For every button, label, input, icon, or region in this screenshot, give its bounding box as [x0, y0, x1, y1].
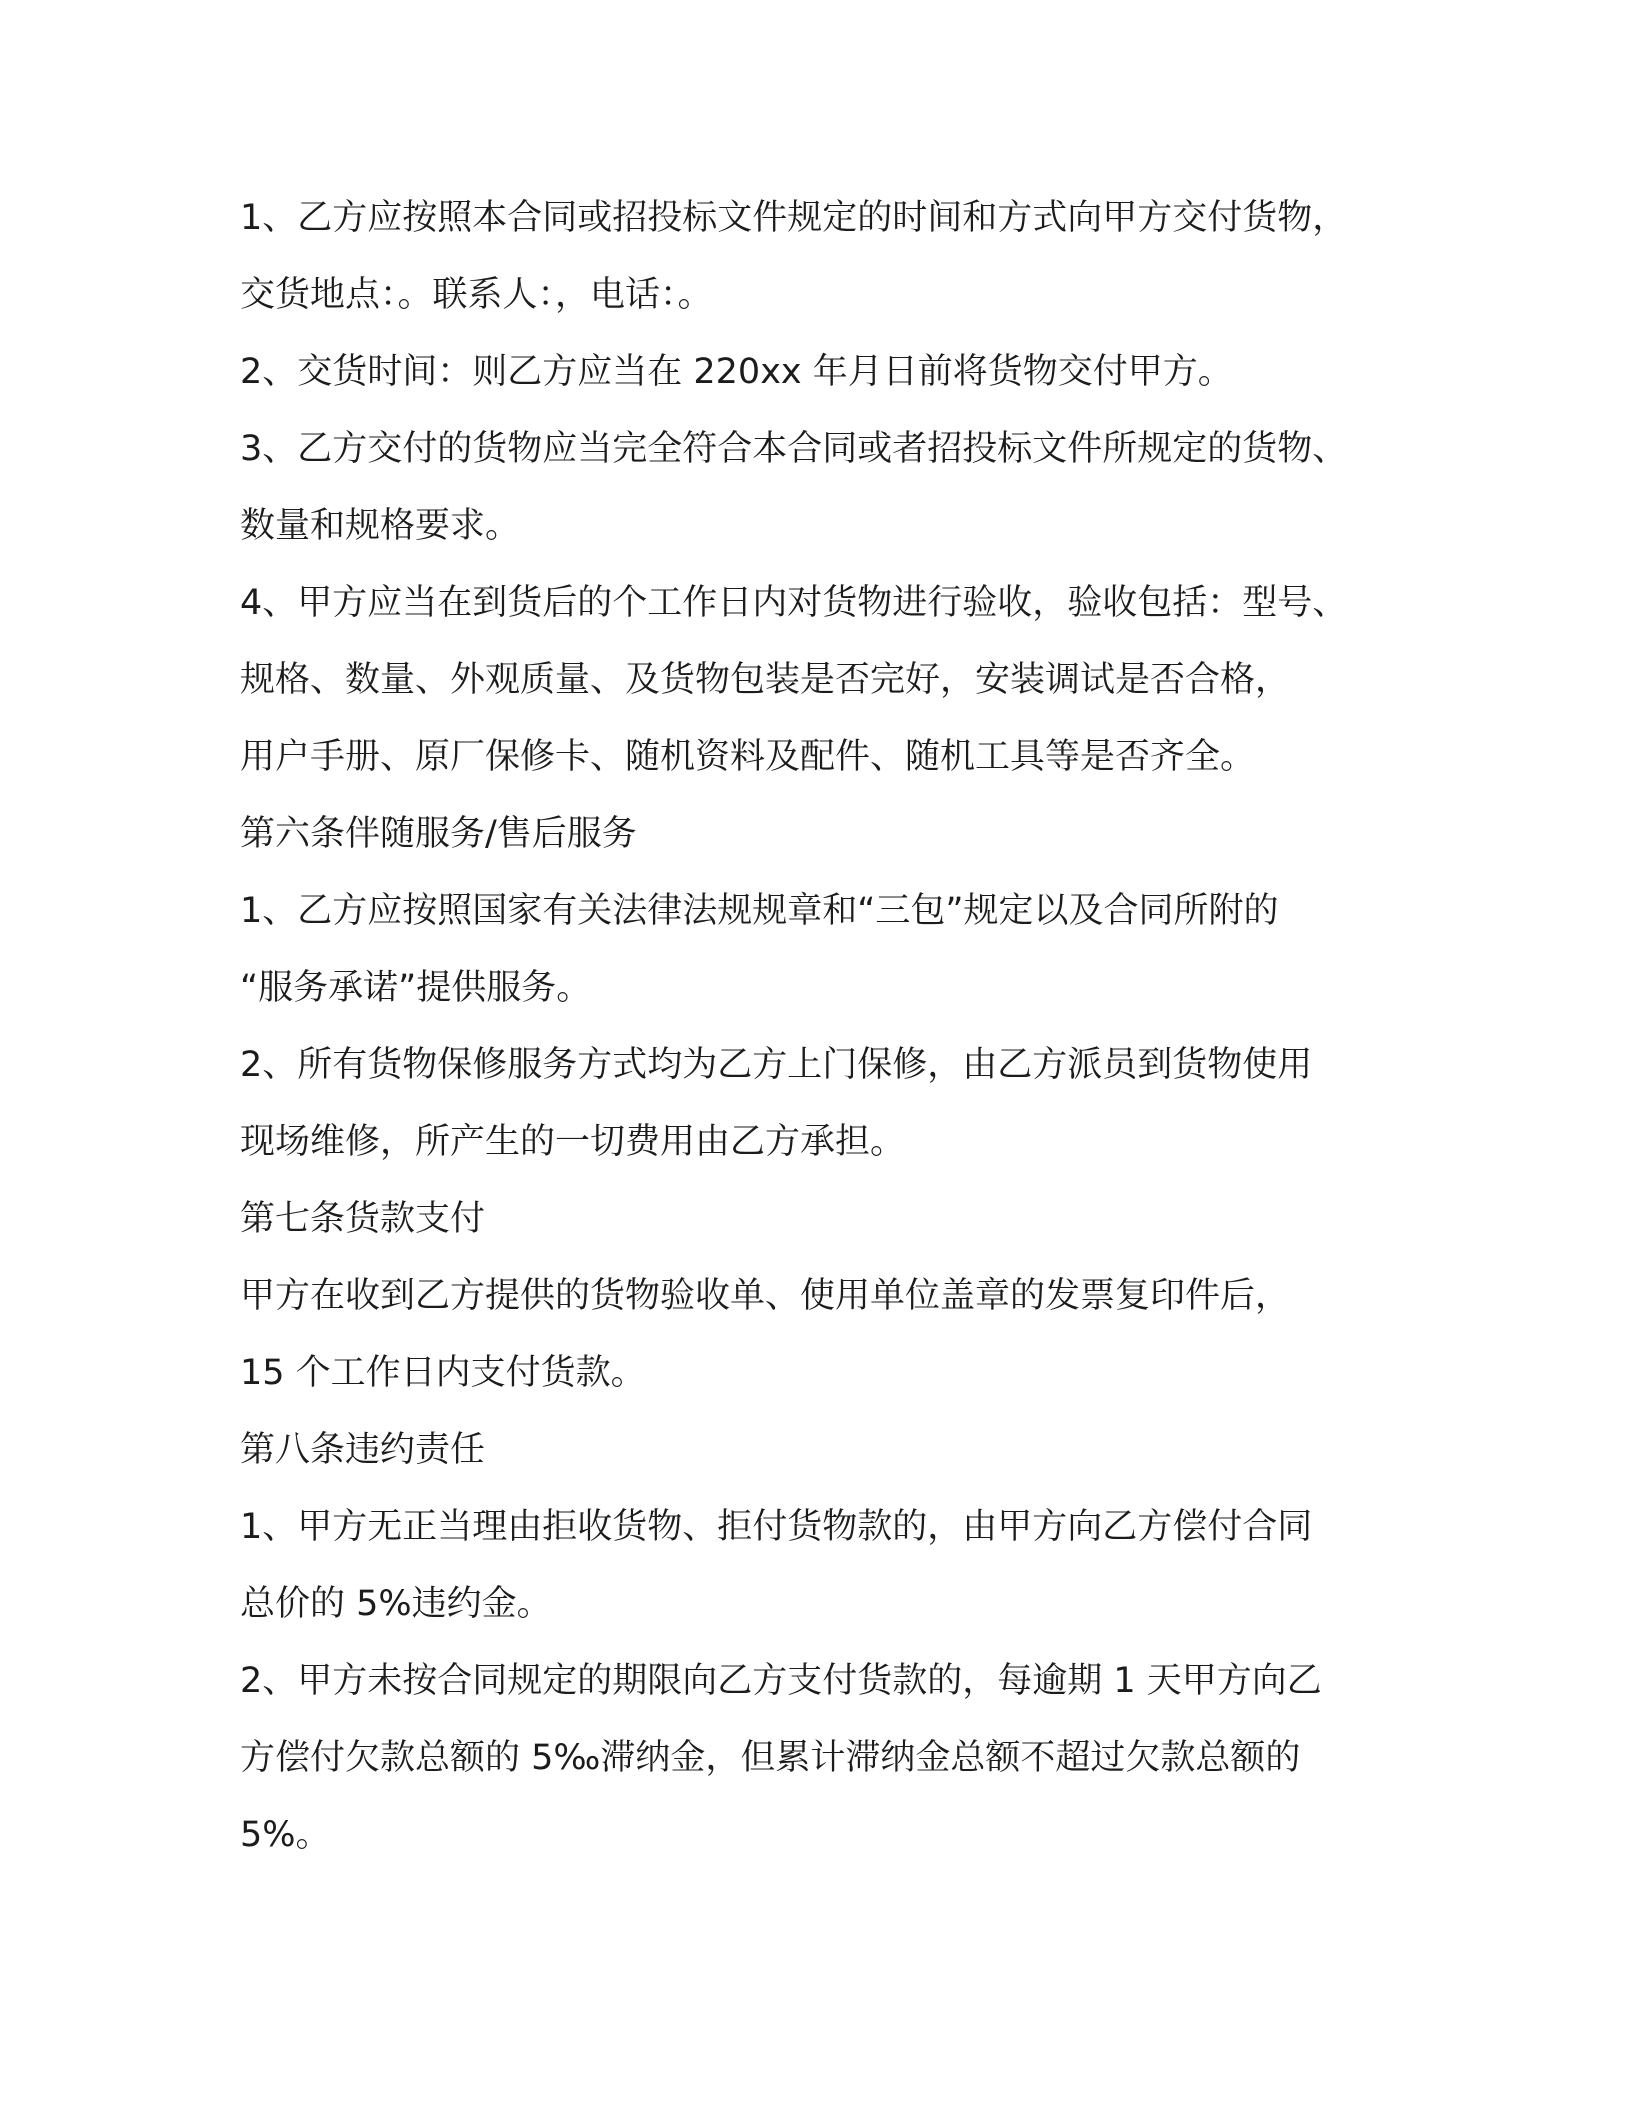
text-line: 规格、数量、外观质量、及货物包装是否完好，安装调试是否合格， — [240, 660, 1291, 700]
section-heading: 第八条违约责任 — [240, 1430, 486, 1470]
text-line: 4、甲方应当在到货后的个工作日内对货物进行验收，验收包括：型号、 — [240, 583, 1348, 623]
text-line: 交货地点：。联系人：，电话：。 — [240, 275, 713, 315]
text-line: 2、甲方未按合同规定的期限向乙方支付货款的，每逾期 1 天甲方向乙 — [240, 1661, 1322, 1701]
section-heading: 第六条伴随服务/售后服务 — [240, 814, 637, 854]
text-line: 用户手册、原厂保修卡、随机资料及配件、随机工具等是否齐全。 — [240, 737, 1256, 777]
text-line: 2、交货时间：则乙方应当在 220xx 年月日前将货物交付甲方。 — [240, 352, 1233, 392]
text-line: “服务承诺”提供服务。 — [240, 968, 592, 1008]
text-line: 现场维修，所产生的一切费用由乙方承担。 — [240, 1122, 906, 1162]
text-line: 1、乙方应按照本合同或招投标文件规定的时间和方式向甲方交付货物， — [240, 198, 1348, 238]
text-line: 1、甲方无正当理由拒收货物、拒付货物款的，由甲方向乙方偿付合同 — [240, 1507, 1313, 1547]
text-line: 甲方在收到乙方提供的货物验收单、使用单位盖章的发票复印件后， — [240, 1276, 1291, 1316]
section-heading: 第七条货款支付 — [240, 1199, 486, 1239]
text-line: 1、乙方应按照国家有关法律法规规章和“三包”规定以及合同所附的 — [240, 891, 1279, 931]
text-line: 3、乙方交付的货物应当完全符合本合同或者招投标文件所规定的货物、 — [240, 429, 1348, 469]
text-line: 2、所有货物保修服务方式均为乙方上门保修，由乙方派员到货物使用 — [240, 1045, 1313, 1085]
contract-text-body — [240, 180, 1420, 1874]
text-line: 方偿付欠款总额的 5‰滞纳金，但累计滞纳金总额不超过欠款总额的 — [240, 1738, 1301, 1778]
text-line: 15 个工作日内支付货款。 — [240, 1353, 646, 1393]
text-line: 5%。 — [240, 1815, 331, 1855]
text-line: 数量和规格要求。 — [240, 506, 521, 546]
text-line: 总价的 5%违约金。 — [240, 1584, 552, 1624]
